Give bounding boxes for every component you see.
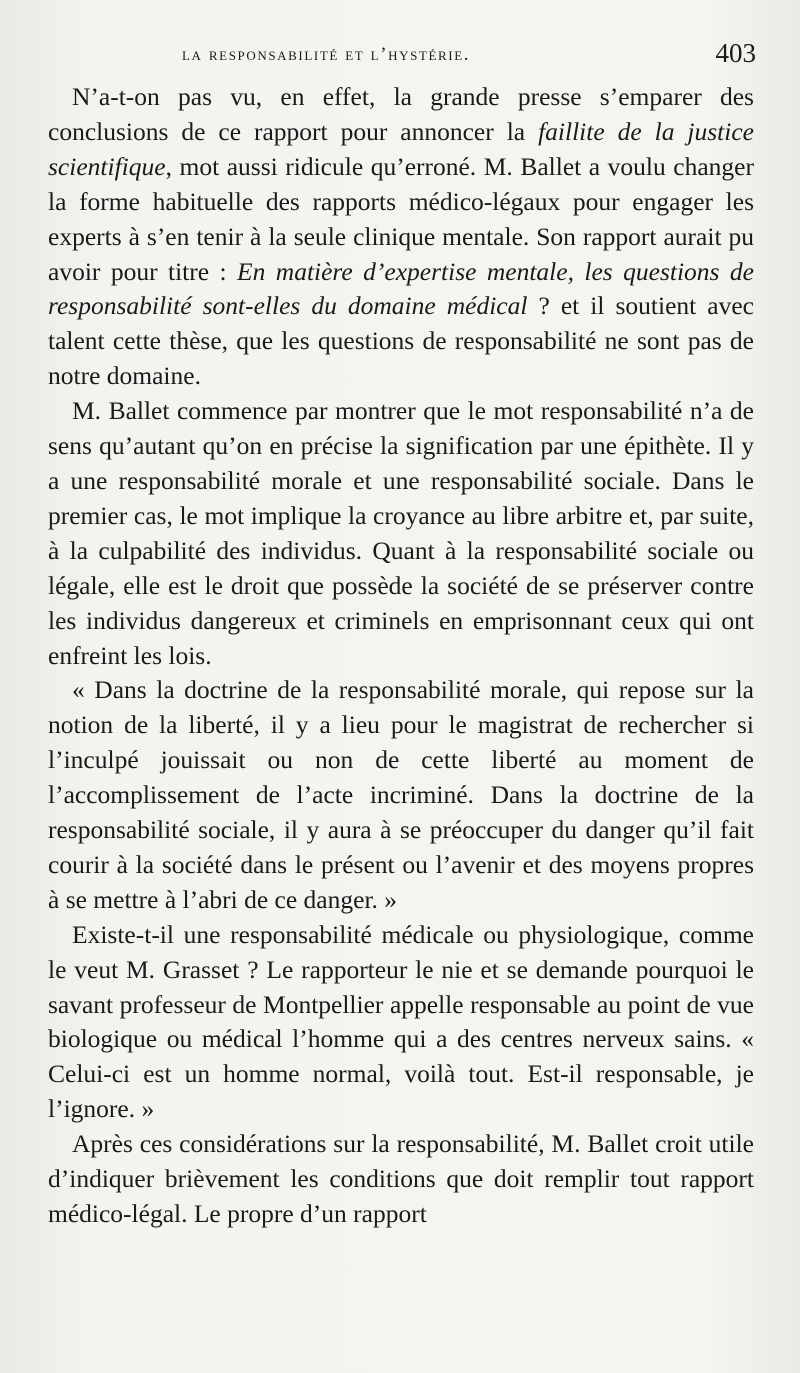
page-number: 403 [715, 38, 756, 68]
italic-run: En matière d’expertise mentale, les questions de responsabilité sont-elles du domaine médical [48, 256, 754, 321]
paragraph [48, 80, 754, 394]
text-run: N’a-t-on pas vu, en effet, la grande presse s’emparer des conclusions de ce rapport pour annoncer la [48, 82, 754, 146]
text-run: Après ces considérations sur la responsabilité, M. Ballet croit utile d’indiquer brièvement les conditions que doit remplir tout rapport médico-légal. Le propre d’un rapport [48, 1129, 754, 1228]
paragraph [48, 394, 754, 673]
text-run: , mot aussi ridicule qu’erroné. M. Ballet a voulu changer la forme habituelle des rapports médico-légaux pour engager les experts à s’en tenir à la seule clinique mentale. Son rapport aurait pu avoir pour titre : [48, 151, 754, 286]
paragraph [48, 918, 754, 1127]
paragraph [48, 1127, 754, 1232]
running-title: la responsabilité et l’hystérie. [182, 44, 471, 65]
italic-run: faillite de la justice scientifique [48, 116, 754, 181]
text-run: M. Ballet commence par montrer que le mot responsabilité n’a de sens qu’autant qu’on en précise la signification par une épithète. Il y a une responsabilité morale et une responsabilité sociale. Dans le premier cas, le mot implique la croyance au libre arbitre et, par suite, à la culpabilité des individus. Quant à la responsabilité sociale ou légale, elle est le droit que possède la société de se préserver contre les individus dangereux et criminels en emprisonnant ceux qui ont enfreint les lois. [48, 396, 754, 670]
paragraph [48, 673, 754, 917]
running-head [48, 38, 760, 72]
text-run: ? et il soutient avec talent cette thèse, que les questions de responsabilité ne sont pas de notre domaine. [48, 291, 754, 391]
text-run: Existe-t-il une responsabilité médicale ou physiologique, comme le veut M. Grasset ? Le rapporteur le nie et se demande pourquoi le savant professeur de Montpellier appelle responsable au point de vue biologique ou médical l’homme qui a des centres nerveux sains. « Celui-ci est un homme normal, voilà tout. Est-il responsable, je l’ignore. » [48, 919, 754, 1124]
body-text [48, 80, 754, 1232]
text-run: « Dans la doctrine de la responsabilité morale, qui repose sur la notion de la liberté, il y a lieu pour le magistrat de rechercher si l’inculpé jouissait ou non de cette liberté au moment de l’accomplissement de l’acte incriminé. Dans la doctrine de la responsabilité sociale, il y aura à se préoccuper du danger qu’il fait courir à la société dans le présent ou l’avenir et des moyens propres à se mettre à l’abri de ce danger. » [48, 675, 754, 914]
